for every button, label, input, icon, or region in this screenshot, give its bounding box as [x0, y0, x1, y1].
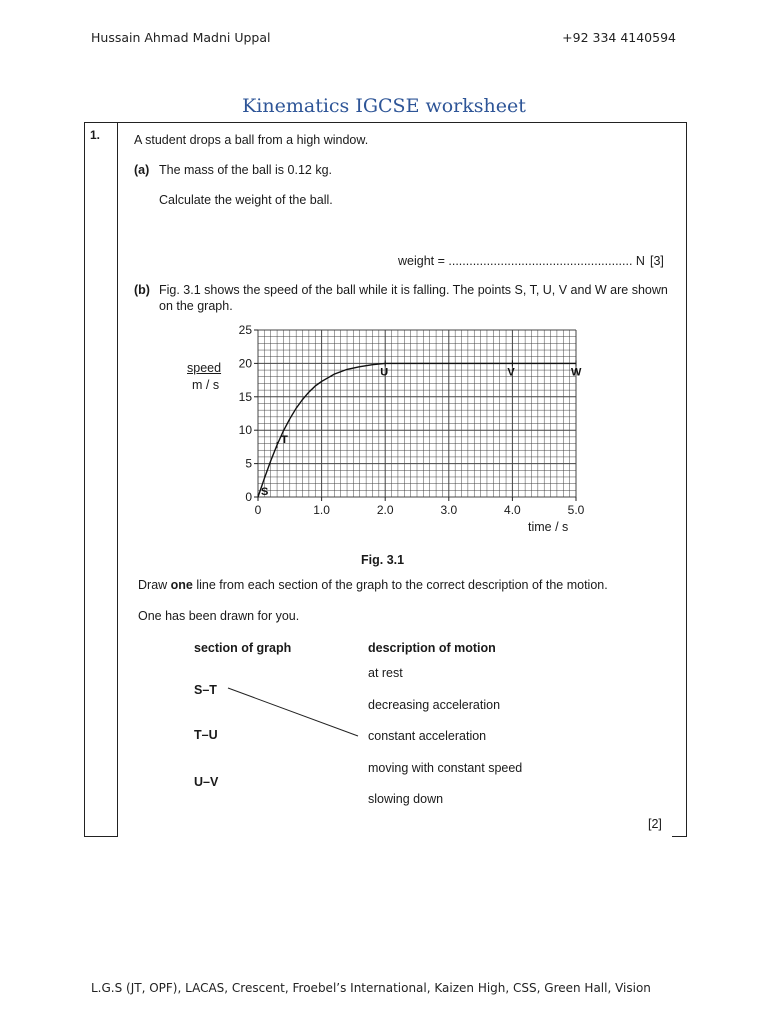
section-item-s-t: S–T — [194, 683, 217, 697]
description-item-constant-acceleration: constant acceleration — [368, 729, 487, 743]
question-number: 1. — [90, 128, 101, 142]
part-b-label: (b) — [134, 283, 150, 297]
x-tick-label: 3.0 — [440, 503, 458, 517]
part-b-text-line2: on the graph. — [159, 299, 233, 313]
weight-answer-line: weight = ..................................................... N — [398, 254, 645, 268]
part-b-note: One has been drawn for you. — [138, 609, 300, 623]
part-a-marks: [3] — [650, 254, 664, 268]
figure-caption: Fig. 3.1 — [361, 553, 405, 567]
y-tick-label: 0 — [245, 490, 252, 504]
description-item-constant-speed: moving with constant speed — [368, 761, 523, 775]
x-tick-label: 5.0 — [567, 503, 585, 517]
footer-schools: L.G.S (JT, OPF), LACAS, Crescent, Froebel’s International, Kaizen High, CSS, Green Hall, Vision — [91, 981, 651, 995]
description-column-header: description of motion — [368, 641, 496, 655]
part-a-instruction: Calculate the weight of the ball. — [159, 193, 333, 207]
y-axis-label: speed — [187, 361, 222, 375]
part-a-text: The mass of the ball is 0.12 kg. — [159, 163, 333, 177]
section-column-header: section of graph — [194, 641, 292, 655]
description-item-slowing-down: slowing down — [368, 792, 444, 806]
frame-border-bottom-left — [84, 836, 118, 837]
y-tick-label: 25 — [238, 323, 252, 337]
section-item-t-u: T–U — [194, 728, 218, 742]
point-label-t: T — [281, 433, 288, 446]
part-b-text-line1: Fig. 3.1 shows the speed of the ball while it is falling. The points S, T, U, V and W are shown — [159, 283, 668, 297]
y-tick-label: 5 — [245, 456, 252, 471]
point-label-v: V — [507, 366, 515, 379]
point-label-u: U — [380, 366, 389, 379]
x-tick-label: 0 — [254, 503, 262, 517]
frame-border-bottom-right — [672, 836, 687, 837]
part-a-label: (a) — [134, 163, 150, 177]
y-tick-label: 20 — [238, 356, 252, 371]
x-axis-label: time / s — [528, 520, 569, 534]
y-tick-label: 15 — [238, 389, 252, 404]
section-item-u-v: U–V — [194, 775, 219, 789]
phone-number: +92 334 4140594 — [562, 30, 676, 45]
part-b-instruction: Draw one line from each section of the graph to the correct description of the motion. — [138, 578, 608, 592]
x-tick-label: 1.0 — [313, 503, 330, 517]
x-tick-label: 2.0 — [376, 503, 394, 517]
description-item-at-rest: at rest — [368, 666, 403, 680]
worksheet-title: Kinematics IGCSE worksheet — [242, 95, 526, 117]
description-item-decreasing-acceleration: decreasing acceleration — [368, 698, 501, 712]
y-axis-unit: m / s — [192, 378, 220, 392]
x-tick-label: 4.0 — [504, 503, 521, 517]
example-match-line — [228, 688, 358, 736]
question-intro: A student drops a ball from a high window. — [134, 133, 369, 147]
point-label-s: S — [261, 486, 269, 498]
y-tick-label: 10 — [238, 423, 252, 438]
part-b-marks: [2] — [648, 817, 662, 831]
author-name: Hussain Ahmad Madni Uppal — [91, 30, 271, 45]
point-label-w: W — [571, 366, 582, 379]
